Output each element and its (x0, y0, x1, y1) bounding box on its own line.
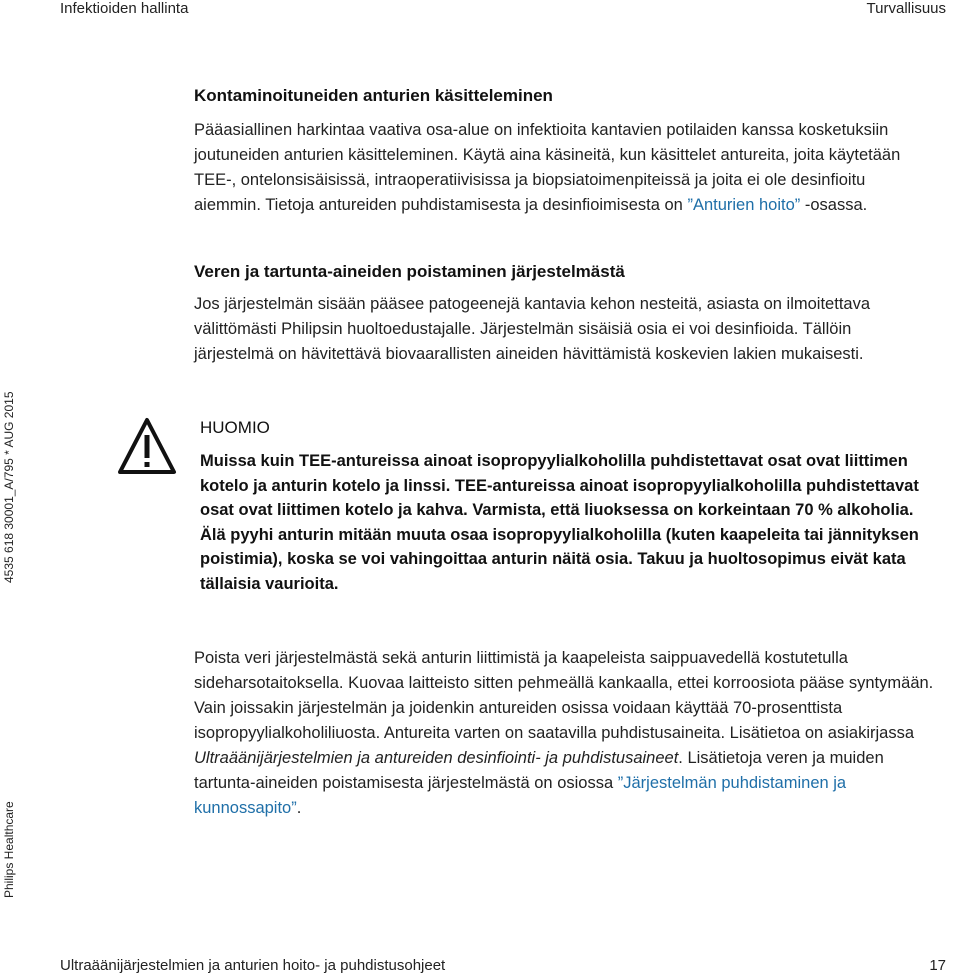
running-header-right: Turvallisuus (866, 0, 946, 17)
section-title-contaminated-transducers: Kontaminoituneiden anturien käsitteleminen (194, 86, 553, 105)
section-body-contaminated-transducers (194, 118, 934, 218)
body-text: Poista veri järjestelmästä sekä anturin liittimistä ja kaapeleista saippuavedellä kostutetulla sideharsotaitoksella. Kuovaa laitteisto sitten pehmeällä kankaalla, ettei korroosiota pääse syntymään. Vain joissakin järjestelmän ja joidenkin antureiden osissa voidaan käyttää 70-prosenttista isopropyylialkoholiliuosta. Antureita varten on saatavilla puhdistusaineita. Lisätietoa on asiakirjassa (194, 649, 934, 742)
close-quote: ” (794, 196, 801, 214)
body-suffix: . (296, 799, 302, 817)
open-quote: ” (617, 774, 624, 792)
link-system-cleaning[interactable]: Järjestelmän puhdistaminen ja kunnossapito (194, 774, 847, 817)
section-title-blood-removal: Veren ja tartunta-aineiden poistaminen järjestelmästä (194, 262, 625, 281)
body-suffix: -osassa. (800, 196, 868, 214)
body-text: Pääasiallinen harkintaa vaativa osa-alue on infektioita kantavien potilaiden kanssa kosketuksiin joutuneiden anturien käsitteleminen. Käytä aina käsineitä, kun käsittelet antureita, joita käytetään TEE-, ontelonsisäisissä, intraoperatiivisissa ja biopsiatoimenpiteissä ja joita ei ole desinfioitu aiemmin. Tietoja antureiden puhdistamisesta ja desinfioimisesta on (194, 121, 901, 214)
brand-label: Philips Healthcare (2, 801, 16, 898)
link-transducer-care[interactable]: Anturien hoito (692, 196, 795, 214)
running-header-left: Infektioiden hallinta (60, 0, 189, 17)
body-text-mid: . Lisätietoja veren ja muiden tartunta-aineiden poistamisesta järjestelmästä on osiossa (194, 749, 884, 792)
page-number: 17 (929, 957, 946, 974)
close-quote: ” (291, 799, 297, 817)
document-title: Ultraäänijärjestelmien ja antureiden desinfiointi- ja puhdistusaineet (194, 749, 679, 767)
section-body-blood-removal: Jos järjestelmän sisään pääsee patogeenejä kantavia kehon nesteitä, asiasta on ilmoitettava välittömästi Philipsin huoltoedustajalle. Järjestelmän sisäisiä osia ei voi desinfioida. Tällöin järjestelmä on hävitettävä biovaarallisten aineiden hävittämistä koskevien lakien mukaisesti. (194, 295, 871, 363)
warning-triangle-icon (116, 416, 178, 478)
open-quote: ” (687, 196, 693, 214)
section-body-cleaning (194, 646, 934, 821)
caution-body: Muissa kuin TEE-antureissa ainoat isopropyylialkoholilla puhdistettavat osat ovat liittimen kotelo ja anturin kotelo ja linssi. TEE-antureissa ainoat isopropyylialkoholilla puhdistettavat osat ovat liittimen kotelo ja kahva. Varmista, että liuoksessa on korkeintaan 70 % alkoholia. Älä pyyhi anturin mitään muuta osaa isopropyylialkoholilla (kuten kaapeleita tai jännityksen poistimia), koska se voi vahingoittaa anturin näitä osia. Takuu ja huoltosopimus eivät kata tällaisia vaurioita. (200, 452, 919, 593)
footer-title: Ultraäänijärjestelmien ja anturien hoito- ja puhdistusohjeet (60, 957, 446, 974)
caution-title: HUOMIO (200, 418, 270, 437)
document-id: 4535 618 30001_A/795 * AUG 2015 (2, 391, 16, 583)
